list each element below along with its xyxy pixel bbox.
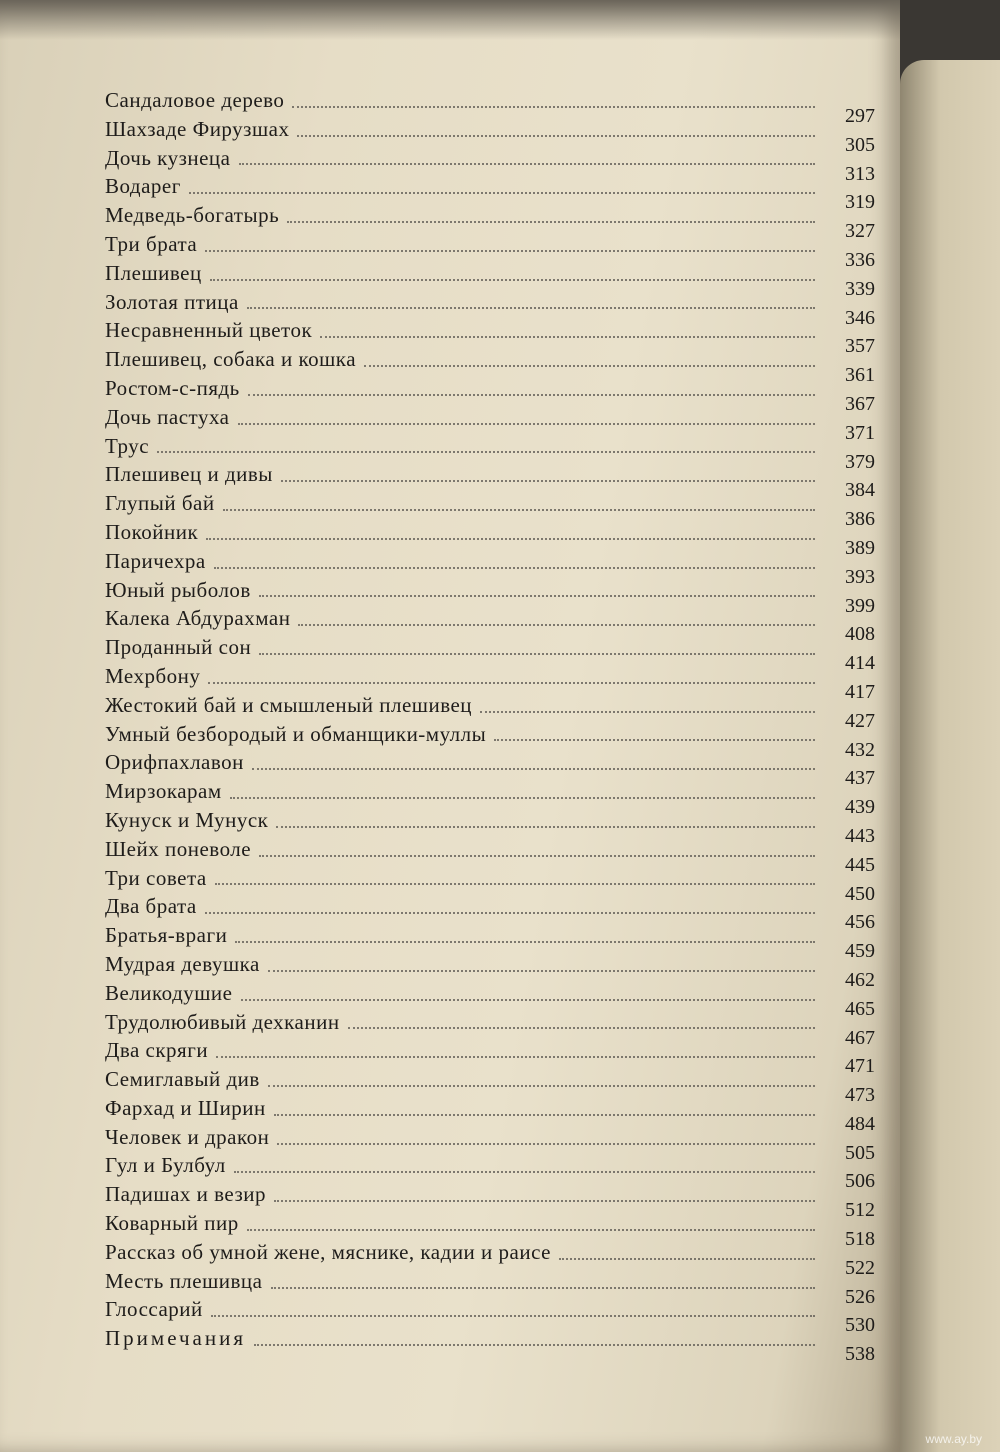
dot-leader (205, 249, 815, 252)
toc-entry-title: Дочь пастуха (105, 404, 230, 429)
toc-entry (105, 921, 875, 963)
toc-entry (105, 1180, 875, 1222)
dot-leader (298, 623, 815, 626)
toc-entry-page-number: 484 (845, 1112, 875, 1135)
dot-leader (252, 767, 815, 770)
toc-entry-title: Дочь кузнеца (105, 145, 231, 170)
dot-leader (559, 1257, 815, 1260)
toc-entry-title: Плешивец, собака и кошка (105, 347, 357, 372)
dot-leader (241, 998, 816, 1001)
toc-entry (105, 864, 875, 905)
toc-entry-page-number: 459 (845, 940, 875, 963)
dot-leader (268, 1084, 815, 1087)
toc-entry-page-number: 456 (845, 911, 875, 934)
toc-entry-page-number: 319 (845, 191, 875, 214)
toc-entry-title: Глоссарий (105, 1297, 203, 1322)
toc-entry (105, 691, 875, 732)
toc-entry (105, 835, 875, 876)
toc-entry-title: Мирзокарам (105, 779, 222, 804)
toc-entry-title: Месть плешивца (105, 1268, 263, 1293)
toc-entry-title: Шахзаде Фирузшах (105, 116, 290, 141)
dot-leader (297, 134, 815, 137)
toc-entry-page-number: 462 (845, 968, 875, 991)
toc-entry-title: Мудрая девушка (105, 951, 260, 976)
toc-entry-title: Примечания (105, 1326, 247, 1351)
toc-entry-page-number: 417 (845, 680, 875, 703)
toc-entry-title: Гул и Булбул (105, 1153, 226, 1178)
dot-leader (247, 306, 815, 309)
dot-leader (254, 1343, 815, 1346)
dot-leader (276, 825, 815, 828)
dot-leader (259, 854, 815, 857)
toc-entry-page-number: 297 (845, 105, 875, 127)
toc-entry (105, 144, 875, 185)
toc-entry-title: Братья-враги (105, 923, 228, 948)
toc-entry-page-number: 357 (845, 335, 875, 358)
toc-entry-page-number: 473 (845, 1084, 875, 1107)
toc-entry-page-number: 443 (845, 824, 875, 847)
toc-entry-title: Золотая птица (105, 289, 239, 314)
toc-entry-page-number: 346 (845, 306, 875, 329)
toc-entry-title: Мехрбону (105, 663, 201, 688)
toc-entry (105, 86, 875, 127)
dot-leader (364, 364, 815, 367)
toc-entry (105, 748, 875, 790)
toc-entry (105, 547, 875, 588)
adjacent-page-edge (900, 60, 1000, 1452)
toc-entry-title: Трудолюбивый дехканин (105, 1009, 340, 1034)
dot-leader (274, 1199, 815, 1202)
toc-entry-title: Юный рыболов (105, 577, 251, 602)
toc-entry-title: Ростом-с-пядь (105, 375, 240, 400)
toc-entry (105, 1295, 875, 1337)
toc-entry-title: Кунуск и Мунуск (105, 807, 269, 832)
dot-leader (211, 1314, 815, 1317)
toc-entry-page-number: 526 (845, 1285, 875, 1308)
toc-entry-title: Три брата (105, 231, 198, 256)
toc-entry (105, 1065, 875, 1107)
dot-leader (348, 1026, 815, 1029)
dot-leader (230, 796, 815, 799)
toc-entry-page-number: 336 (845, 248, 875, 271)
toc-entry-page-number: 518 (845, 1228, 875, 1251)
toc-entry-title: Умный безбородый и обманщики-муллы (105, 721, 487, 746)
toc-entry-page-number: 512 (845, 1199, 875, 1222)
dot-leader (248, 393, 815, 396)
toc-entry (105, 1209, 875, 1251)
toc-entry (105, 1036, 875, 1078)
dot-leader (281, 479, 815, 482)
toc-entry-title: Орифпахлавон (105, 750, 244, 775)
toc-entry (105, 1094, 875, 1135)
toc-entry-page-number: 432 (845, 738, 875, 761)
toc-entry (105, 806, 875, 847)
dot-leader (292, 105, 815, 108)
toc-entry-title: Трус (105, 433, 150, 458)
toc-entry-title: Глупый бай (105, 491, 215, 516)
toc-entry (105, 1123, 875, 1164)
toc-entry-page-number: 467 (845, 1026, 875, 1049)
toc-entry-page-number: 389 (845, 536, 875, 559)
toc-entry-title: Человек и дракон (105, 1124, 270, 1149)
dot-leader (480, 710, 815, 713)
toc-entry-page-number: 465 (845, 997, 875, 1020)
toc-entry-page-number: 522 (845, 1256, 875, 1279)
dot-leader (494, 738, 815, 741)
toc-entry-title: Рассказ об умной жене, мяснике, кадии и раисе (105, 1239, 551, 1264)
toc-entry-page-number: 471 (845, 1055, 875, 1078)
toc-entry-title: Два скряги (105, 1038, 209, 1063)
dot-leader (320, 335, 815, 338)
toc-entry (105, 777, 875, 819)
toc-entry-page-number: 386 (845, 508, 875, 531)
toc-entry-page-number: 505 (845, 1141, 875, 1164)
toc-entry-page-number: 437 (845, 767, 875, 790)
toc-entry-page-number: 427 (845, 709, 875, 732)
toc-entry (105, 518, 875, 559)
toc-entry (105, 662, 875, 703)
toc-entry-page-number: 361 (845, 364, 875, 387)
toc-entry (105, 172, 875, 214)
toc-entry (105, 1008, 875, 1049)
toc-entry (105, 633, 875, 675)
toc-entry-page-number: 450 (845, 882, 875, 905)
toc-entry (105, 1324, 875, 1366)
toc-entry-page-number: 367 (845, 392, 875, 415)
toc-entry-page-number: 327 (845, 220, 875, 243)
toc-entry (105, 345, 875, 387)
toc-entry-title: Паричехра (105, 548, 206, 573)
toc-entry (105, 576, 875, 617)
dot-leader (277, 1142, 815, 1145)
toc-entry-page-number: 439 (845, 796, 875, 819)
dot-leader (234, 1170, 815, 1173)
toc-entry-page-number: 379 (845, 450, 875, 473)
toc-entry-page-number: 384 (845, 479, 875, 502)
toc-entry (105, 432, 875, 473)
toc-entry-title: Жестокий бай и смышленый плешивец (105, 692, 473, 717)
toc-entry-page-number: 305 (845, 133, 875, 156)
dot-leader (210, 278, 815, 281)
dot-leader (259, 652, 815, 655)
toc-entry-title: Сандаловое дерево (105, 88, 285, 112)
toc-entry (105, 115, 875, 156)
toc-entry-title: Шейх поневоле (105, 836, 252, 861)
toc-entry (105, 403, 875, 444)
toc-entry-page-number: 339 (845, 277, 875, 300)
toc-entry-page-number: 399 (845, 594, 875, 617)
toc-entry-page-number: 538 (845, 1343, 875, 1366)
dot-leader (216, 1055, 815, 1058)
toc-entry-title: Покойник (105, 519, 199, 544)
toc-entry-title: Проданный сон (105, 635, 252, 660)
toc-entry-title: Три совета (105, 865, 207, 890)
dot-leader (235, 940, 815, 943)
toc-entry (105, 892, 875, 934)
toc-entry-title: Плешивец (105, 260, 202, 285)
watermark: www.ay.by (925, 1432, 982, 1446)
toc-entry-page-number: 530 (845, 1314, 875, 1337)
toc-entry (105, 1151, 875, 1193)
dot-leader (189, 191, 815, 194)
toc-entry-title: Коварный пир (105, 1211, 239, 1236)
dot-leader (214, 566, 815, 569)
page-top-shadow (0, 0, 900, 40)
toc-entry (105, 201, 875, 243)
toc-entry (105, 950, 875, 991)
toc-entry-title: Падишах и везир (105, 1182, 267, 1207)
dot-leader (287, 220, 815, 223)
toc-entry-title: Великодушие (105, 980, 233, 1005)
toc-entry-title: Два брата (105, 894, 197, 919)
toc-entry-title: Фархад и Ширин (105, 1095, 266, 1120)
toc-entry-title: Семиглавый див (105, 1067, 260, 1092)
dot-leader (223, 508, 815, 511)
toc-entry (105, 288, 875, 329)
toc-entry-page-number: 393 (845, 565, 875, 588)
dot-leader (157, 450, 815, 453)
dot-leader (215, 882, 815, 885)
dot-leader (259, 594, 815, 597)
table-of-contents (105, 86, 875, 1366)
toc-entry (105, 460, 875, 502)
toc-entry-title: Медведь-богатырь (105, 203, 280, 228)
toc-entry (105, 1267, 875, 1308)
toc-entry (105, 720, 875, 761)
dot-leader (208, 681, 815, 684)
toc-entry (105, 604, 875, 646)
toc-entry-page-number: 371 (845, 421, 875, 444)
toc-entry (105, 1238, 875, 1279)
toc-entry-title: Калека Абдурахман (105, 606, 291, 631)
dot-leader (206, 537, 815, 540)
dot-leader (268, 969, 815, 972)
toc-entry-page-number: 414 (845, 652, 875, 675)
toc-entry (105, 230, 875, 271)
toc-entry (105, 979, 875, 1020)
dot-leader (239, 162, 816, 165)
dot-leader (238, 422, 816, 425)
toc-entry (105, 316, 875, 358)
dot-leader (205, 911, 815, 914)
toc-entry-page-number: 313 (845, 162, 875, 185)
toc-entry (105, 374, 875, 415)
toc-entry-page-number: 408 (845, 623, 875, 646)
dot-leader (271, 1286, 816, 1289)
toc-entry-title: Плешивец и дивы (105, 462, 273, 487)
toc-entry-page-number: 445 (845, 853, 875, 876)
dot-leader (274, 1113, 815, 1116)
toc-entry-title: Водарег (105, 174, 181, 199)
dot-leader (247, 1228, 815, 1231)
toc-entry-page-number: 506 (845, 1170, 875, 1193)
toc-entry-title: Несравненный цветок (105, 318, 313, 343)
toc-entry (105, 489, 875, 531)
toc-entry (105, 259, 875, 300)
